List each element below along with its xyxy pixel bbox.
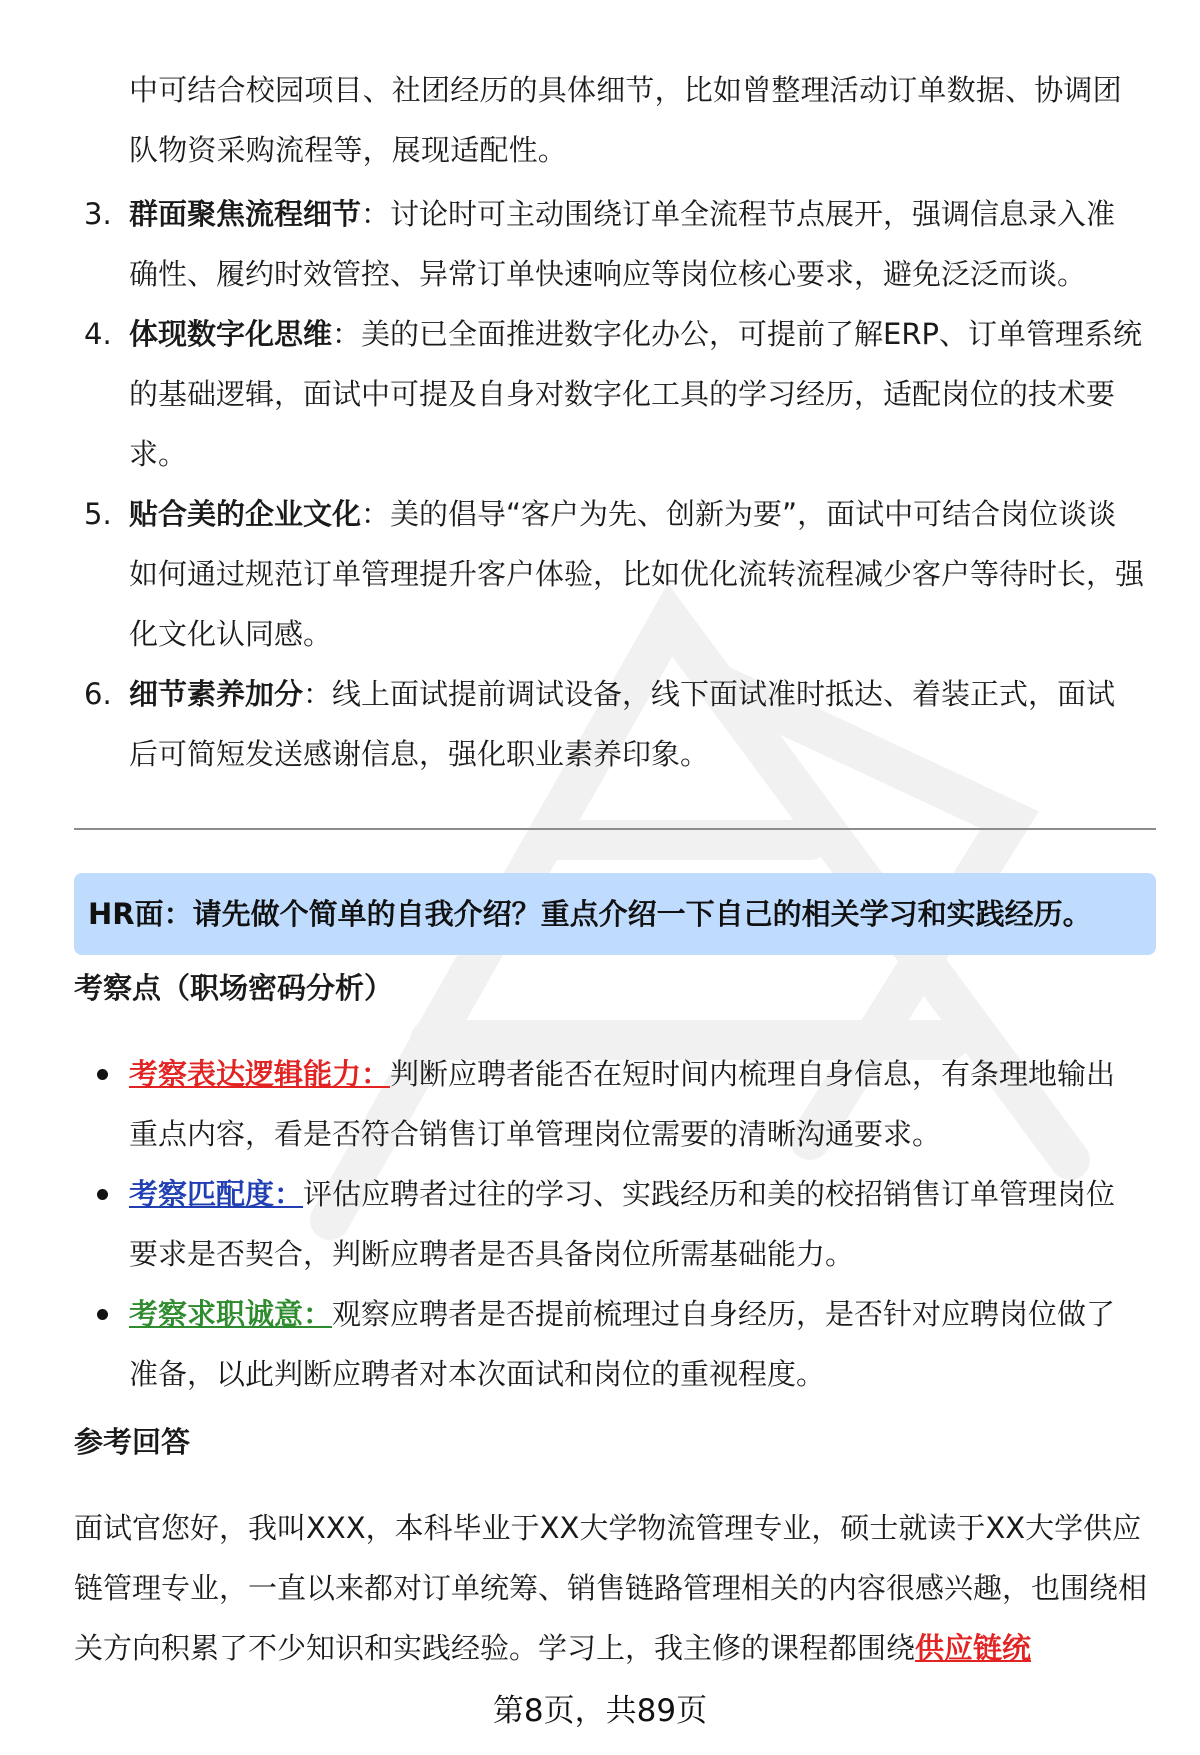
- tip-body: ：美的倡导“客户为先、创新为要”，面试中可结合岗位谈谈如何通过规范订单管理提升客户体验，比如优化流转流程减少客户等待时长，强化文化认同感。: [129, 497, 1145, 651]
- analysis-points-list: [74, 1044, 1144, 1404]
- bullet-icon: [97, 1309, 108, 1320]
- section-divider: [74, 828, 1156, 830]
- bullet-icon: [97, 1069, 108, 1080]
- tip-item-3: [74, 184, 1144, 304]
- analysis-point-text: 评估应聘者过往的学习、实践经历和美的校招销售订单管理岗位要求是否契合，判断应聘者是否具备岗位所需基础能力。: [129, 1177, 1116, 1271]
- tip-title: 贴合美的企业文化: [129, 497, 362, 531]
- analysis-point: [74, 1284, 1144, 1404]
- continuation-paragraph: 中可结合校园项目、社团经历的具体细节，比如曾整理活动订单数据、协调团队物资采购流程等，展现适配性。: [129, 73, 1122, 167]
- analysis-point: [74, 1044, 1144, 1164]
- analysis-point-label: 考察求职诚意：: [129, 1297, 333, 1331]
- page-footer: 第8页，共89页: [492, 1693, 708, 1729]
- tip-item-5: [74, 484, 1144, 664]
- tip-body: ：美的已全面推进数字化办公，可提前了解ERP、订单管理系统的基础逻辑，面试中可提及自身对数字化工具的学习经历，适配岗位的技术要求。: [129, 317, 1142, 471]
- bullet-icon: [97, 1189, 108, 1200]
- tip-body: ：线上面试提前调试设备，线下面试准时抵达、着装正式，面试后可简短发送感谢信息，强化职业素养印象。: [129, 677, 1116, 771]
- tip-number: 6.: [84, 677, 112, 711]
- reference-answer-highlight: 供应链统: [915, 1631, 1032, 1665]
- tip-body: ：讨论时可主动围绕订单全流程节点展开，强调信息录入准确性、履约时效管控、异常订单快速响应等岗位核心要求，避免泛泛而谈。: [129, 197, 1116, 291]
- reference-answer: [74, 1498, 1154, 1678]
- analysis-point-text: 判断应聘者能否在短时间内梳理自身信息，有条理地输出重点内容，看是否符合销售订单管理岗位需要的清晰沟通要求。: [129, 1057, 1116, 1151]
- analysis-point: [74, 1164, 1144, 1284]
- tip-title: 群面聚焦流程细节: [129, 197, 362, 231]
- tip-number: 3.: [84, 197, 112, 231]
- tip-number: 4.: [84, 317, 112, 351]
- analysis-point-text: 观察应聘者是否提前梳理过自身经历，是否针对应聘岗位做了准备，以此判断应聘者对本次面试和岗位的重视程度。: [129, 1297, 1116, 1391]
- interview-question: HR面：请先做个简单的自我介绍？重点介绍一下自己的相关学习和实践经历。: [88, 897, 1092, 931]
- tip-item-4: [74, 304, 1144, 484]
- interview-question-box: [74, 873, 1156, 955]
- analysis-point-label: 考察匹配度：: [129, 1177, 304, 1211]
- tips-list: [74, 184, 1144, 784]
- analysis-heading: 考察点（职场密码分析）: [74, 971, 394, 1005]
- reference-heading: 参考回答: [74, 1425, 191, 1459]
- reference-answer-text: 面试官您好，我叫XXX，本科毕业于XX大学物流管理专业，硕士就读于XX大学供应链管理专业，一直以来都对订单统筹、销售链路管理相关的内容很感兴趣，也围绕相关方向积累了不少知识和实践经验。学习上，我主修的课程都围绕: [74, 1511, 1148, 1665]
- tip-title: 细节素养加分: [129, 677, 304, 711]
- tip-title: 体现数字化思维: [129, 317, 333, 351]
- tip-number: 5.: [84, 497, 112, 531]
- analysis-point-label: 考察表达逻辑能力：: [129, 1057, 391, 1091]
- tip-item-6: [74, 664, 1144, 784]
